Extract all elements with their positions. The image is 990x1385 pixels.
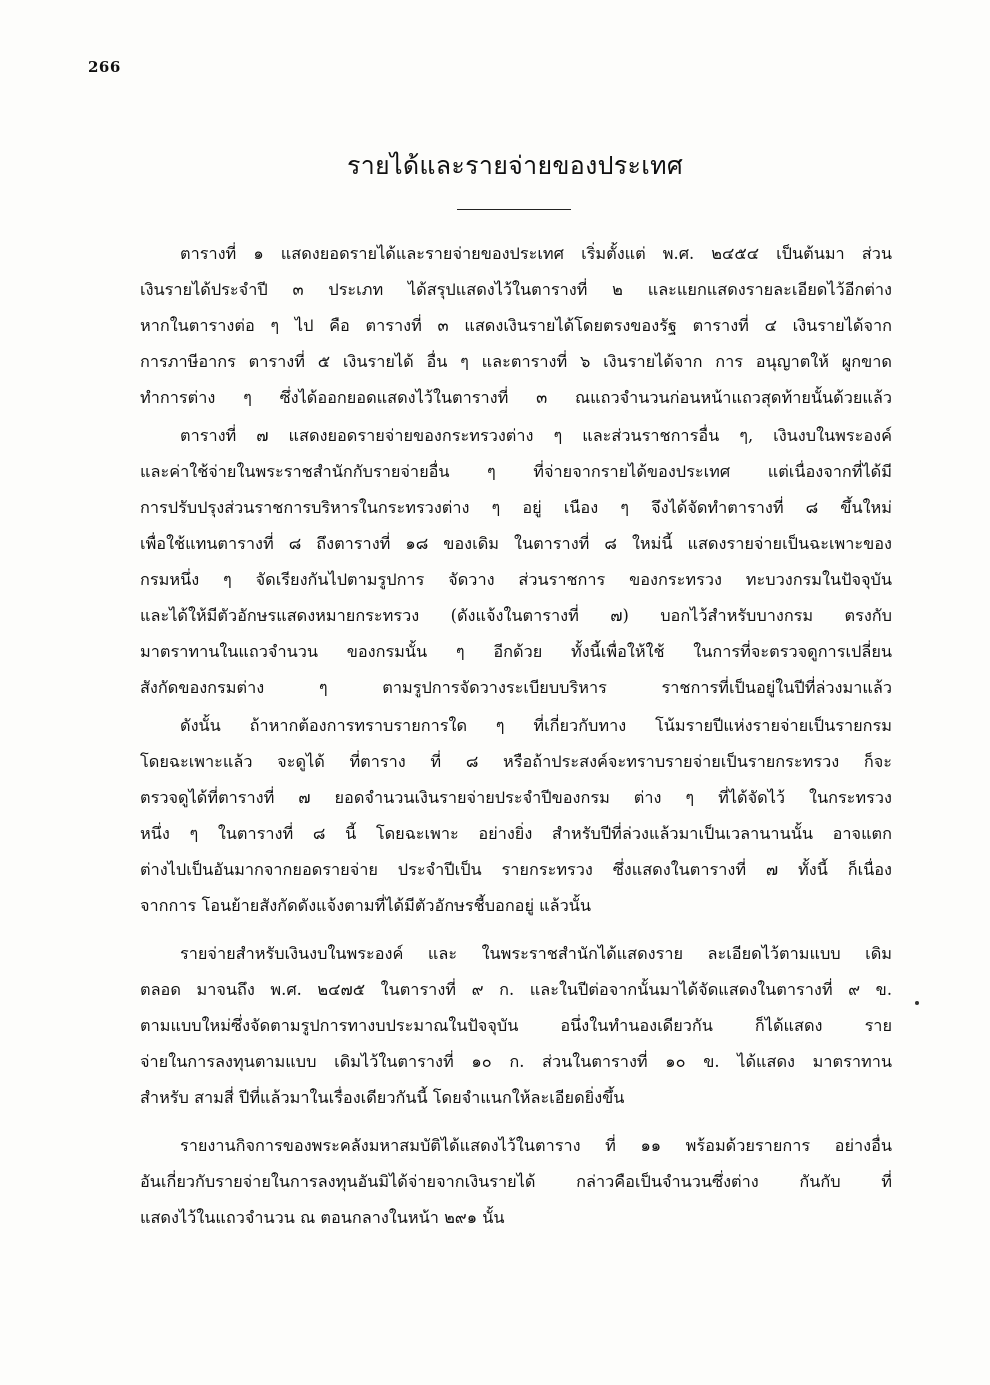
text-line: หนึ่ง ๆ ในตารางที่ ๘ นี้ โดยฉะเพาะ อย่างยิ่ง สำหรับปีที่ล่วงแล้วมาเป็นเวลานานนั้น อาจแตก	[140, 824, 892, 843]
text-line: มาตราทานในแถวจำนวน ของกรมนั้น ๆ อีกด้วย ทั้งนี้เพื่อให้ใช้ ในการที่จะตรวจดูการเปลี่ยน	[140, 642, 892, 661]
text-line: และค่าใช้จ่ายในพระราชสำนักกับรายจ่ายอื่น ๆ ที่จ่ายจากรายได้ของประเทศ แต่เนื่องจากที่ได้มี	[140, 462, 892, 481]
text-line: แสดงไว้ในแถวจำนวน ณ ตอนกลางในหน้า ๒๙๑ นั้น	[140, 1208, 505, 1227]
text-line: ทำการต่าง ๆ ซึ่งได้ออกยอดแสดงไว้ในตารางที่ ๓ ณแถวจำนวนก่อนหน้าแถวสุดท้ายนั้นด้วยแล้ว	[140, 388, 892, 407]
text-line: การปรับปรุงส่วนราชการบริหารในกระทรวงต่าง ๆ อยู่ เนือง ๆ จึงได้จัดทำตารางที่ ๘ ขึ้นใหม่	[140, 498, 892, 517]
title-underline-rule	[457, 209, 571, 210]
text-line: จ่ายในการลงทุนตามแบบ เดิมไว้ในตารางที่ ๑๐ ก. ส่วนในตารางที่ ๑๐ ข. ได้แสดง มาตราทาน	[140, 1052, 892, 1071]
text-line: ตรวจดูได้ที่ตารางที่ ๗ ยอดจำนวนเงินรายจ่ายประจำปีของกรม ต่าง ๆ ที่ได้จัดไว้ ในกระทรวง	[140, 788, 892, 807]
body-text	[140, 236, 892, 1236]
text-line: รายงานกิจการของพระคลังมหาสมบัติได้แสดงไว้ในตาราง ที่ ๑๑ พร้อมด้วยรายการ อย่างอื่น	[180, 1136, 892, 1155]
paragraph	[140, 708, 892, 924]
text-line: เพื่อใช้แทนตารางที่ ๘ ถึงตารางที่ ๑๘ ของเดิม ในตารางที่ ๘ ใหม่นี้ แสดงรายจ่ายเป็นฉะเพาะของ	[140, 534, 892, 553]
text-line: โดยฉะเพาะแล้ว จะดูได้ ที่ตาราง ที่ ๘ หรือถ้าประสงค์จะทราบรายจ่ายเป็นรายกระทรวง ก็จะ	[140, 752, 892, 771]
text-line: ตารางที่ ๑ แสดงยอดรายได้และรายจ่ายของประเทศ เริ่มตั้งแต่ พ.ศ. ๒๔๕๔ เป็นต้นมา ส่วน	[180, 244, 892, 263]
paragraph	[140, 236, 892, 416]
paragraph	[140, 1128, 892, 1236]
page-number: 266	[88, 58, 121, 76]
text-line: กรมหนึ่ง ๆ จัดเรียงกันไปตามรูปการ จัดวาง ส่วนราชการ ของกระทรวง ทะบวงกรมในปัจจุบัน	[140, 570, 892, 589]
text-line: ตารางที่ ๗ แสดงยอดรายจ่ายของกระทรวงต่าง ๆ และส่วนราชการอื่น ๆ, เงินงบในพระองค์	[180, 426, 892, 445]
text-line: สังกัดของกรมต่าง ๆ ตามรูปการจัดวางระเบียบบริหาร ราชการที่เป็นอยู่ในปีที่ล่วงมาแล้ว	[140, 678, 892, 697]
text-line: และได้ให้มีตัวอักษรแสดงหมายกระทรวง (ดังแจ้งในตารางที่ ๗) บอกไว้สำหรับบางกรม ตรงกับ	[140, 606, 892, 625]
page-title: รายได้และรายจ่ายของประเทศ	[346, 151, 684, 180]
text-line: จากการ โอนย้ายสังกัดดังแจ้งตามที่ได้มีตัวอักษรชี้บอกอยู่ แล้วนั้น	[140, 896, 592, 915]
text-line: ตามแบบใหม่ซึ่งจัดตามรูปการทางบประมาณในปัจจุบัน อนึ่งในทำนองเดียวกัน ก็ได้แสดง ราย	[140, 1016, 892, 1035]
text-line: เงินรายได้ประจำปี ๓ ประเภท ได้สรุปแสดงไว้ในตารางที่ ๒ และแยกแสดงรายละเอียดไว้อีกต่าง	[140, 280, 892, 299]
text-line: หากในตารางต่อ ๆ ไป คือ ตารางที่ ๓ แสดงเงินรายได้โดยตรงของรัฐ ตารางที่ ๔ เงินรายได้จาก	[140, 316, 892, 335]
text-line: ต่างไปเป็นอันมากจากยอดรายจ่าย ประจำปีเป็น รายกระทรวง ซึ่งแสดงในตารางที่ ๗ ทั้งนี้ ก็เนื่อง	[140, 860, 892, 879]
stray-ink-dot	[915, 1001, 919, 1005]
paragraph	[140, 936, 892, 1116]
paragraph	[140, 418, 892, 706]
text-line: สำหรับ สามสี่ ปีที่แล้วมาในเรื่องเดียวกันนี้ โดยจำแนกให้ละเอียดยิ่งขึ้น	[140, 1088, 625, 1107]
text-line: การภาษีอากร ตารางที่ ๕ เงินรายได้ อื่น ๆ และตารางที่ ๖ เงินรายได้จาก การ อนุญาตให้ ผูกขาด	[140, 352, 892, 371]
text-line: ตลอด มาจนถึง พ.ศ. ๒๔๗๕ ในตารางที่ ๙ ก. และในปีต่อจากนั้นมาได้จัดแสดงในตารางที่ ๙ ข.	[140, 980, 892, 999]
text-line: อันเกี่ยวกับรายจ่ายในการลงทุนอันมิได้จ่ายจากเงินรายได้ กล่าวคือเป็นจำนวนซึ่งต่าง กันกับ ที่	[140, 1172, 892, 1191]
text-line: ดังนั้น ถ้าหากต้องการทราบรายการใด ๆ ที่เกี่ยวกับทาง โน้มรายปีแห่งรายจ่ายเป็นรายกรม	[180, 716, 892, 735]
text-line: รายจ่ายสำหรับเงินงบในพระองค์ และ ในพระราชสำนักได้แสดงราย ละเอียดไว้ตามแบบ เดิม	[180, 944, 892, 963]
